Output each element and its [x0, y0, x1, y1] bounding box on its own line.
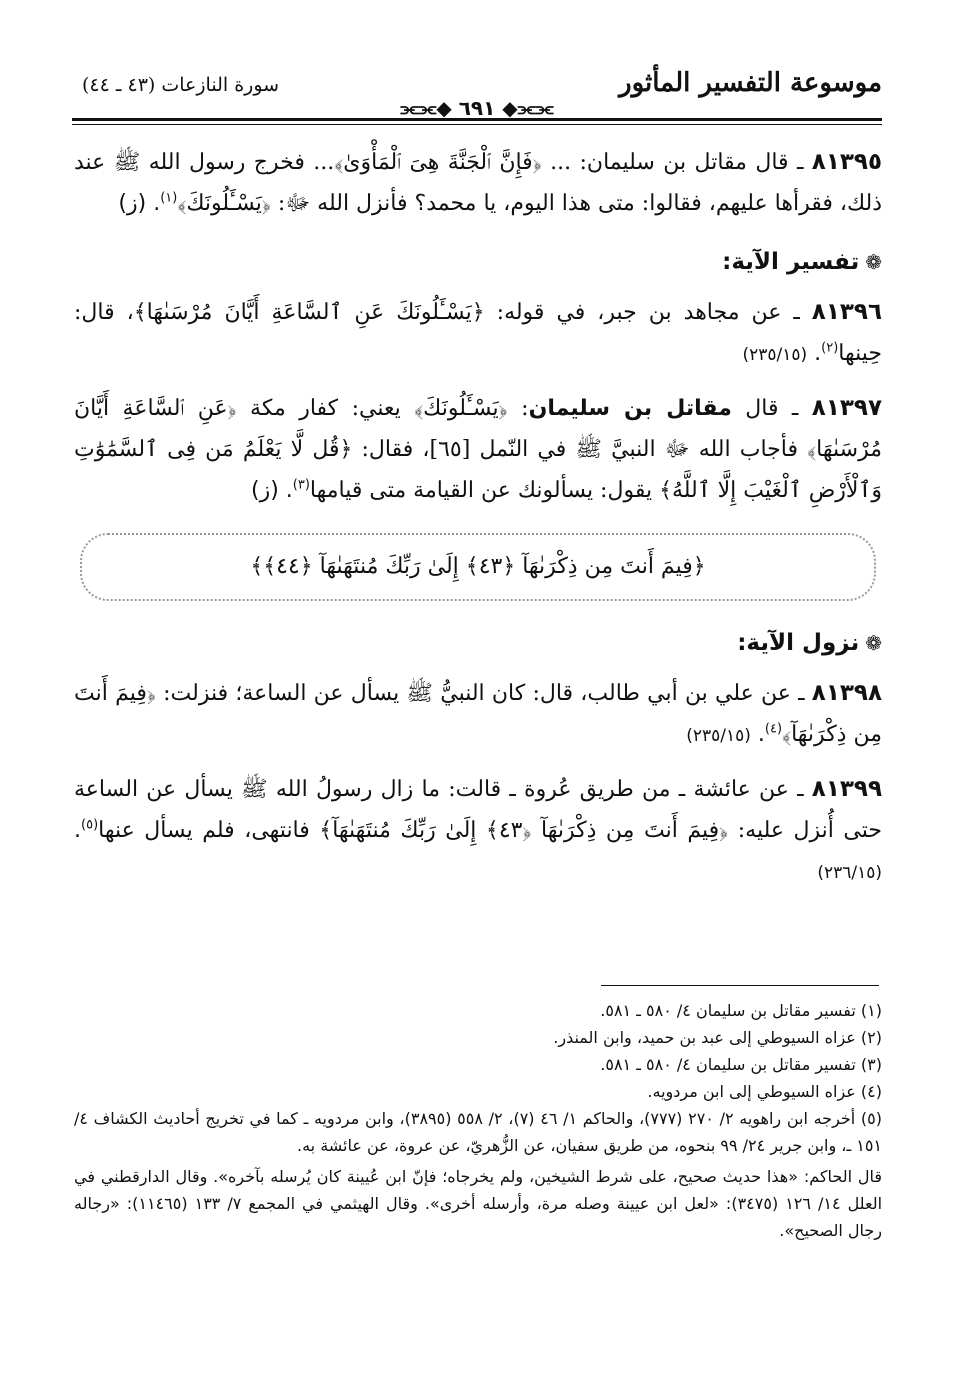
footnote-4: (٤) عزاه السيوطي إلى ابن مردويه. — [647, 1082, 882, 1101]
main-text — [74, 142, 882, 906]
footnote-marker: (٣) — [292, 477, 310, 493]
paragraph-tail: . — [74, 818, 81, 843]
section-heading-tafsir — [74, 242, 882, 282]
paragraph-tail: . (ز) — [118, 191, 161, 216]
paragraph-text: ـ عن مجاهد بن جبر، في قوله: ﴿يَسْـَٔلُونَكَ عَنِ ٱلسَّاعَةِ أَيَّانَ مُرْسَىٰهَا﴾، قال: حِينها — [74, 300, 882, 366]
footnote-3: (٣) تفسير مقاتل بن سليمان ٤/ ٥٨٠ ـ ٥٨١. — [600, 1055, 882, 1074]
paragraph-tail: . — [750, 722, 765, 747]
flower-icon: ❁ — [865, 631, 882, 655]
page-number-value: ٦٩١ — [458, 96, 496, 120]
paragraph-81395 — [74, 142, 882, 224]
paragraph-81398 — [74, 673, 882, 757]
volume-reference: (٢٣٥/١٥) — [686, 726, 751, 746]
paragraph-text: ـ عن عائشة ـ من طريق عُروة ـ قالت: ما زال رسولُ الله ﷺ يسأل عن الساعة حتى أُنزل عليه: ﴿فِيمَ أَنتَ مِن ذِكْرَىٰهَآ ﴿٤٣﴾ إِلَىٰ رَبِّكَ مُنتَهَىٰهَآ﴾ فانتهى، فلم يسأل عنها — [74, 777, 882, 843]
paragraph-number: ٨١٣٩٥ — [811, 149, 882, 175]
section-heading-nuzul — [74, 623, 882, 663]
page-number — [72, 96, 882, 120]
narrator-name: مقاتل بن سليمان — [528, 396, 732, 421]
volume-reference: (٢٣٥/١٥) — [742, 345, 808, 365]
paragraph-number: ٨١٣٩٨ — [811, 680, 882, 706]
surah-title: سورة النازعات (٤٣ ـ ٤٤) — [82, 74, 280, 96]
footnote-marker: (٤) — [764, 721, 783, 737]
paragraph-81399 — [74, 769, 882, 894]
ornament-icon: ◆⫘⫘ — [400, 96, 459, 120]
paragraph-text-pre: ـ قال — [731, 396, 812, 421]
book-title: موسوعة التفسير المأثور — [619, 68, 882, 98]
header-rule-thin — [72, 124, 882, 125]
paragraph-number: ٨١٣٩٦ — [811, 299, 882, 325]
paragraph-tail: . — [807, 341, 822, 366]
footnotes — [74, 997, 882, 1244]
footnote-marker: (٥) — [81, 817, 99, 833]
footnote-5: (٥) أخرجه ابن راهويه ٢/ ٢٧٠ (٧٧٧)، والحاكم ١/ ٤٦ (٧)، ٢/ ٥٥٨ (٣٨٩٥)، وابن مردويه ـ كما في تخريج أحاديث الكشاف ٤/ ١٥١ ـ، وابن جرير ٢٤/ ٩٩ بنحوه، من طريق سفيان، عن الزُّهريّ، عن عروة، عن عائشة به. — [74, 1109, 883, 1155]
ornament-icon: ⫘⫘◆ — [495, 96, 554, 120]
volume-reference: (٢٣٦/١٥) — [817, 863, 882, 883]
paragraph-81397 — [74, 388, 882, 511]
paragraph-81396 — [74, 292, 882, 376]
footnote-2: (٢) عزاه السيوطي إلى عبد بن حميد، وابن المنذر. — [553, 1028, 882, 1047]
section-heading-text: تفسير الآية: — [722, 249, 860, 275]
paragraph-tail: . (ز) — [251, 478, 293, 503]
paragraph-number: ٨١٣٩٩ — [811, 776, 882, 802]
paragraph-text: : ﴿يَسْـَٔلُونَكَ﴾ يعني: كفار مكة ﴿عَنِ ٱلسَّاعَةِ أَيَّانَ مُرْسَىٰهَا﴾ فأجاب الله ﷻ النبيَّ ﷺ في النّمل [٦٥]، فقال: ﴿قُل لَّا يَعْلَمُ مَن فِى ٱلسَّمَٰوَٰتِ وَٱلْأَرْضِ ٱلْغَيْبَ إِلَّا ٱللَّهُ﴾ يقول: يسألونك عن القيامة متى قيامها — [74, 396, 882, 503]
verse-box: ﴿فِيمَ أَنتَ مِن ذِكْرَىٰهَآ ﴿٤٣﴾ إِلَىٰ رَبِّكَ مُنتَهَىٰهَآ ﴿٤٤﴾﴾ — [80, 533, 876, 601]
paragraph-number: ٨١٣٩٧ — [811, 395, 882, 421]
paragraph-text: ـ قال مقاتل بن سليمان: ... ﴿فَإِنَّ ٱلْجَنَّةَ هِىَ ٱلْمَأْوَىٰ﴾... فخرج رسول الله ﷺ عند ذلك، فقرأها عليهم، فقالوا: متى هذا اليوم، يا محمد؟ فأنزل الله ﷻ: ﴿يَسْـَٔلُونَكَ﴾ — [74, 150, 882, 216]
flower-icon: ❁ — [865, 250, 882, 274]
page-header — [72, 62, 882, 132]
footnote-separator — [601, 985, 879, 986]
footnote-marker: (١) — [160, 190, 178, 206]
section-heading-text: نزول الآية: — [737, 630, 860, 656]
footnote-1: (١) تفسير مقاتل بن سليمان ٤/ ٥٨٠ ـ ٥٨١. — [600, 1001, 882, 1020]
header-rule — [72, 118, 882, 121]
footnote-marker: (٢) — [821, 340, 839, 356]
paragraph-text: ـ عن علي بن أبي طالب، قال: كان النبيُّ ﷺ يسأل عن الساعة؛ فنزلت: ﴿فِيمَ أَنتَ مِن ذِكْرَىٰهَآ﴾ — [74, 681, 882, 747]
footnote-5-note: قال الحاكم: «هذا حديث صحيح، على شرط الشيخين، ولم يخرجاه؛ فإنّ ابن عُيينة كان يُرسله بآخره». وقال الدارقطني في العلل ١٤/ ١٢٦ (٣٤٧٥): «لعل ابن عيينة وصله مرة، وأرسله أخرى». وقال الهيثمي في المجمع ٧/ ١٣٣ (١١٤٦٥): «رجاله رجال الصحيح». — [74, 1167, 883, 1240]
